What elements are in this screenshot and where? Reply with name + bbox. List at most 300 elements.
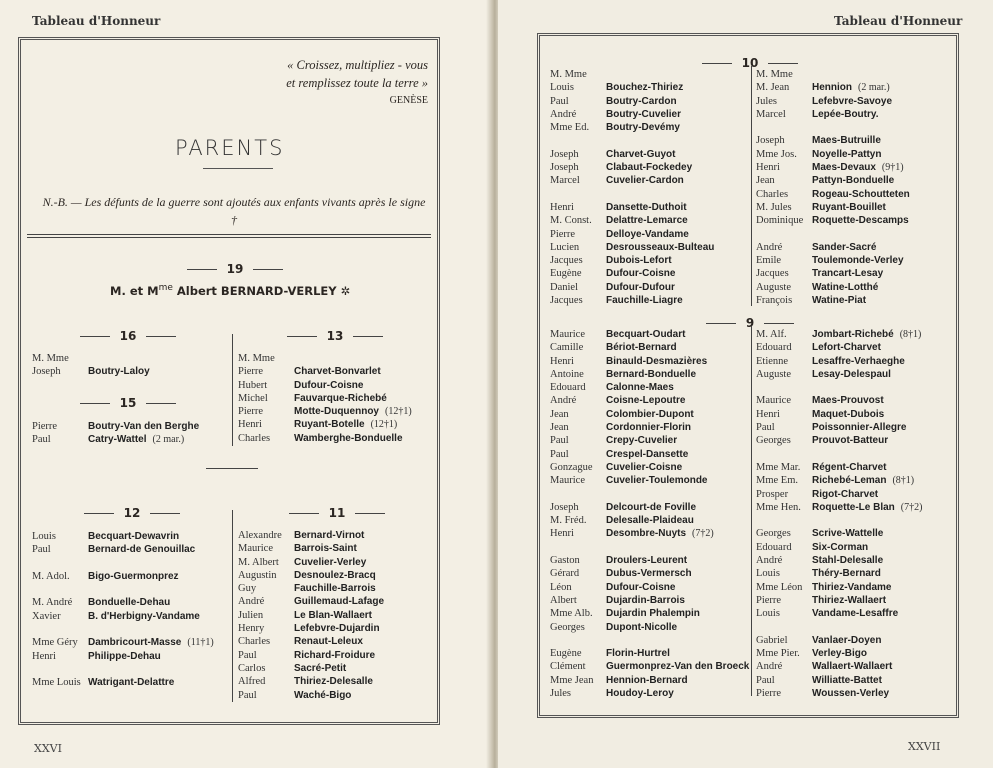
family-name: Fauchille-Barrois: [294, 583, 376, 595]
list-item: [238, 635, 390, 648]
list-item: [238, 622, 390, 635]
first-name: Paul: [550, 435, 569, 447]
first-name: François: [756, 295, 793, 307]
heading-9: 9: [685, 316, 815, 330]
first-name: Henry: [238, 623, 265, 635]
first-name: Paul: [32, 434, 51, 446]
list-10-right: [756, 68, 916, 307]
list-item: [756, 634, 922, 647]
list-item: [32, 530, 214, 543]
first-name: Julien: [238, 609, 264, 621]
family-name: Florin-Hurtrel: [606, 648, 670, 660]
family-name: Scrive-Wattelle: [812, 528, 884, 540]
family-name: Boutry-Van den Berghe: [88, 421, 200, 432]
list-13: [238, 352, 412, 445]
first-name: Mme Louis: [32, 677, 81, 689]
list-item: [550, 434, 755, 447]
list-item: [756, 434, 922, 447]
family-name: Jombart-Richebé: [812, 329, 894, 340]
list-item: [238, 529, 390, 542]
first-name: Pierre: [756, 688, 782, 700]
list-item: [550, 488, 755, 501]
list-item: [550, 267, 720, 280]
first-name: Jules: [756, 95, 777, 107]
first-name: Paul: [238, 689, 257, 701]
first-name: Joseph: [550, 501, 579, 513]
list-item: [756, 607, 922, 620]
list-item: [550, 607, 755, 620]
first-name: Paul: [756, 422, 775, 434]
list-item: [238, 556, 390, 569]
family-name: Thiriez-Vandame: [812, 581, 892, 593]
family-name: Dupont-Nicolle: [606, 621, 678, 633]
list-item: [238, 405, 412, 418]
family-name: Calonne-Maes: [606, 382, 674, 394]
heading-11: 11: [272, 506, 402, 520]
couple-sup: me: [158, 283, 173, 293]
first-name: [756, 228, 812, 241]
list-item: [550, 148, 720, 161]
list-item: [756, 267, 916, 280]
first-name: André: [756, 555, 783, 567]
first-name: Eugène: [550, 648, 582, 660]
list-16: [32, 352, 156, 379]
list-item: [756, 294, 916, 307]
first-name: [756, 121, 812, 134]
title-underline: [203, 168, 273, 169]
list-item: [756, 214, 916, 227]
list-item: [550, 68, 720, 81]
list-item: [238, 379, 412, 392]
list-item: [550, 594, 755, 607]
first-name: Paul: [32, 544, 51, 556]
family-name: Boutry-Cuvelier: [606, 108, 682, 120]
list-item: [238, 352, 412, 365]
first-name: M. Jean: [756, 82, 790, 94]
family-name: Maes-Prouvost: [812, 395, 884, 407]
list-item: [238, 662, 390, 675]
list-item: [238, 432, 412, 445]
family-name: Richebé-Leman: [812, 475, 887, 487]
family-name: Colombier-Dupont: [606, 408, 694, 420]
family-name: Desrousseaux-Bulteau: [606, 241, 715, 253]
family-name: B. d'Herbigny-Vandame: [88, 610, 200, 622]
first-name: Henri: [32, 650, 56, 662]
family-name: Maes-Butruille: [812, 135, 881, 147]
heading-16: 16: [63, 329, 193, 343]
list-item: [756, 527, 922, 540]
list-item: [756, 121, 916, 134]
column-divider: [751, 66, 752, 306]
first-name: Mme Em.: [756, 475, 798, 487]
list-item: [550, 660, 755, 673]
first-name: [756, 621, 812, 634]
list-item: [550, 95, 720, 108]
list-item: [550, 214, 720, 227]
list-item: [550, 554, 755, 567]
list-item: [550, 567, 755, 580]
first-name: Mme Ed.: [550, 122, 590, 134]
family-name: Delesalle-Plaideau: [606, 515, 694, 527]
family-name: Trancart-Lesay: [812, 268, 884, 280]
family-name: Bériot-Bernard: [606, 342, 677, 354]
list-item: [756, 567, 922, 580]
first-name: [32, 583, 88, 596]
first-name: Antoine: [550, 368, 584, 380]
first-name: André: [550, 395, 577, 407]
list-item: [756, 514, 922, 527]
first-name: Lucien: [550, 241, 580, 253]
first-name: Carlos: [238, 662, 266, 674]
list-item: [32, 610, 214, 623]
first-name: Eugène: [550, 268, 582, 280]
family-name: Watrigant-Delattre: [88, 677, 175, 689]
family-name: Rogeau-Schoutteten: [812, 188, 910, 200]
first-name: Alexandre: [238, 530, 282, 541]
first-name: Jean: [756, 175, 775, 187]
note: (11†1): [187, 637, 214, 649]
first-name: Maurice: [756, 395, 791, 407]
list-item: [756, 174, 916, 187]
first-name: Jules: [550, 688, 571, 700]
family-name: Philippe-Dehau: [88, 650, 161, 662]
list-item: [32, 583, 214, 596]
list-item: [756, 148, 916, 161]
first-name: Pierre: [550, 228, 576, 240]
family-name: Desnoulez-Bracq: [294, 569, 376, 581]
section-divider: [27, 234, 431, 238]
list-item: [756, 81, 916, 94]
family-name: Waché-Bigo: [294, 689, 352, 701]
first-name: Louis: [756, 568, 780, 580]
first-name: Michel: [238, 392, 268, 404]
list-item: [550, 501, 755, 514]
list-item: [550, 368, 755, 381]
first-name: Prosper: [756, 488, 789, 500]
family-name: Clabaut-Fockedey: [606, 162, 693, 174]
family-name: Delloye-Vandame: [606, 228, 689, 240]
list-item: [550, 394, 755, 407]
family-name: Roquette-Le Blan: [812, 501, 895, 513]
list-15: [32, 420, 205, 447]
epigraph-line-1: « Croissez, multipliez - vous: [287, 58, 428, 72]
list-item: [550, 201, 720, 214]
note: (12†1): [385, 406, 412, 418]
first-name: Mme Géry: [32, 637, 78, 649]
first-name: Louis: [32, 531, 56, 542]
list-item: [550, 461, 755, 474]
family-name: Delattre-Lemarce: [606, 215, 688, 227]
family-name: Lepée-Boutry.: [812, 108, 879, 120]
list-item: [550, 647, 755, 660]
note: (2 mar.): [858, 82, 890, 94]
first-name: Gonzague: [550, 461, 593, 473]
first-name: Augustin: [238, 569, 277, 581]
first-name: Edouard: [756, 342, 792, 354]
first-name: M. Const.: [550, 215, 592, 227]
list-item: [550, 108, 720, 121]
family-name: Delcourt-de Foville: [606, 501, 697, 513]
list-item: [550, 581, 755, 594]
first-name: Alfred: [238, 676, 266, 688]
family-name: Régent-Charvet: [812, 461, 887, 473]
list-item: [550, 355, 755, 368]
first-name: Paul: [550, 95, 569, 107]
first-name: [756, 448, 812, 461]
column-divider: [751, 326, 752, 696]
family-name: Watine-Lotthé: [812, 281, 879, 293]
list-item: [32, 650, 214, 663]
family-name: Verley-Bigo: [812, 648, 868, 660]
family-name: Dubus-Vermersch: [606, 568, 692, 580]
list-item: [32, 420, 205, 433]
first-name: Joseph: [756, 135, 785, 147]
family-name: Dufour-Coisne: [606, 581, 676, 593]
first-name: Gérard: [550, 568, 580, 580]
family-name: Charvet-Guyot: [606, 148, 676, 160]
family-name: Lefebvre-Dujardin: [294, 623, 380, 635]
family-name: Lefort-Charvet: [812, 342, 881, 354]
family-name: Barrois-Saint: [294, 543, 357, 555]
list-10-left: [550, 68, 720, 307]
list-item: [32, 636, 214, 649]
family-name: Binauld-Desmazières: [606, 355, 708, 367]
family-name: Bernard-de Genouillac: [88, 544, 196, 556]
family-name: Becquart-Oudart: [606, 329, 686, 340]
family-name: Rigot-Charvet: [812, 488, 879, 500]
first-name: M. Alf.: [756, 329, 787, 340]
family-name: Hennion: [812, 82, 852, 94]
first-name: Mme Jos.: [756, 148, 797, 160]
family-name: Stahl-Delesalle: [812, 555, 884, 567]
list-item: [756, 474, 922, 487]
first-name: Daniel: [550, 281, 578, 293]
family-name: Bernard-Virnot: [294, 530, 365, 541]
list-11: [238, 529, 390, 702]
family-name: Bouchez-Thiriez: [606, 82, 684, 94]
first-name: Mme Mar.: [756, 461, 801, 473]
family-name: Vanlaer-Doyen: [812, 634, 882, 646]
first-name: André: [238, 596, 265, 608]
first-name: Etienne: [756, 355, 789, 367]
epigraph-line-2: et remplissez toute la terre »: [286, 76, 428, 90]
first-name: Edouard: [550, 382, 586, 394]
couple-entry-19: [110, 283, 350, 298]
family-name: Boutry-Laloy: [88, 366, 150, 378]
list-item: [238, 675, 390, 688]
first-name: M. Albert: [238, 556, 279, 568]
first-name: Camille: [550, 342, 584, 354]
first-name: [32, 663, 88, 676]
list-item: [550, 328, 755, 341]
first-name: M. Mme: [756, 69, 793, 80]
list-item: [550, 174, 720, 187]
list-item: [32, 352, 156, 365]
first-name: Jacques: [756, 268, 789, 280]
list-item: [550, 634, 755, 647]
family-name: Ruyant-Botelle: [294, 419, 365, 431]
family-name: Wallaert-Wallaert: [812, 661, 893, 673]
list-item: [756, 341, 922, 354]
family-name: Guillemaud-Lafage: [294, 596, 385, 608]
left-folio: XXVI: [34, 742, 62, 755]
first-name: Paul: [550, 448, 569, 460]
list-item: [550, 121, 720, 134]
list-item: [756, 134, 916, 147]
family-name: Fauchille-Liagre: [606, 295, 683, 307]
first-name: [550, 634, 606, 647]
list-item: [550, 527, 755, 540]
list-item: [238, 609, 390, 622]
list-item: [756, 355, 922, 368]
family-name: Becquart-Dewavrin: [88, 531, 180, 542]
family-name: Pattyn-Bonduelle: [812, 175, 895, 187]
family-name: Guermonprez-Van den Broeck: [606, 661, 750, 673]
family-name: Fauvarque-Richebé: [294, 392, 387, 404]
first-name: Henri: [550, 201, 574, 213]
couple-mark: ✲: [340, 283, 351, 298]
first-name: [32, 623, 88, 636]
list-item: [756, 328, 922, 341]
first-name: Georges: [756, 528, 791, 540]
heading-13: 13: [270, 329, 400, 343]
family-name: Catry-Wattel: [88, 434, 147, 446]
list-item: [32, 570, 214, 583]
first-name: Georges: [756, 435, 791, 447]
list-item: [756, 448, 922, 461]
first-name: Auguste: [756, 368, 791, 380]
list-item: [32, 365, 156, 378]
family-name: Dufour-Dufour: [606, 281, 675, 293]
column-divider: [232, 334, 233, 446]
first-name: M. André: [32, 597, 73, 609]
list-item: [550, 341, 755, 354]
first-name: Henri: [238, 419, 262, 431]
list-item: [238, 582, 390, 595]
first-name: Joseph: [550, 162, 579, 174]
first-name: Jean: [550, 422, 569, 434]
first-name: [756, 381, 812, 394]
family-name: Noyelle-Pattyn: [812, 148, 882, 160]
first-name: Xavier: [32, 610, 61, 622]
family-name: Six-Corman: [812, 541, 869, 553]
list-item: [32, 557, 214, 570]
list-item: [756, 421, 922, 434]
family-name: Crepy-Cuvelier: [606, 435, 678, 447]
family-name: Boutry-Devémy: [606, 122, 680, 134]
family-name: Lefebvre-Savoye: [812, 95, 893, 107]
list-item: [550, 381, 755, 394]
first-name: M. Fréd.: [550, 515, 587, 527]
list-12: [32, 530, 214, 690]
first-name: Hubert: [238, 379, 268, 391]
list-item: [756, 188, 916, 201]
list-item: [238, 569, 390, 582]
list-item: [550, 674, 755, 687]
first-name: Henri: [550, 355, 574, 367]
family-name: Vandame-Lesaffre: [812, 608, 899, 620]
list-item: [756, 95, 916, 108]
family-name: Dufour-Coisne: [294, 379, 364, 391]
list-item: [238, 418, 412, 431]
family-name: Dambricourt-Masse: [88, 637, 182, 649]
list-item: [756, 674, 922, 687]
first-name: Edouard: [756, 541, 792, 553]
first-name: [550, 541, 606, 554]
family-name: Thiriez-Delesalle: [294, 676, 373, 688]
family-name: Cuvelier-Cardon: [606, 175, 684, 187]
first-name: Henri: [550, 528, 574, 540]
family-name: Charvet-Bonvarlet: [294, 366, 381, 378]
list-item: [756, 281, 916, 294]
first-name: Dominique: [756, 215, 804, 227]
list-item: [756, 461, 922, 474]
first-name: Henri: [756, 408, 780, 420]
list-item: [550, 621, 755, 634]
first-name: [756, 514, 812, 527]
list-item: [550, 294, 720, 307]
first-name: Marcel: [756, 108, 786, 120]
list-item: [756, 241, 916, 254]
first-name: Auguste: [756, 281, 791, 293]
list-item: [756, 161, 916, 174]
family-name: Ruyant-Bouillet: [812, 201, 886, 213]
list-item: [756, 594, 922, 607]
family-name: Crespel-Dansette: [606, 448, 689, 460]
list-item: [32, 433, 205, 446]
list-item: [32, 623, 214, 636]
first-name: Jacques: [550, 295, 583, 307]
first-name: Joseph: [550, 148, 579, 160]
family-name: Cuvelier-Toulemonde: [606, 475, 708, 487]
page-title: PARENTS: [175, 136, 285, 160]
first-name: Maurice: [550, 475, 585, 487]
first-name: Mme Hen.: [756, 501, 801, 513]
list-item: [756, 381, 922, 394]
first-name: Paul: [238, 649, 257, 661]
first-name: André: [756, 241, 783, 253]
list-item: [756, 394, 922, 407]
family-name: Lesay-Delespaul: [812, 368, 891, 380]
list-item: [756, 621, 922, 634]
heading-10: 10: [685, 56, 815, 70]
left-page: [0, 0, 490, 768]
family-name: Woussen-Verley: [812, 688, 890, 700]
first-name: [550, 488, 606, 501]
list-item: [550, 228, 720, 241]
first-name: Mme Pier.: [756, 648, 800, 660]
family-name: Wamberghe-Bonduelle: [294, 432, 403, 444]
family-name: Dansette-Duthoit: [606, 201, 687, 213]
first-name: Pierre: [32, 421, 58, 432]
family-name: Watine-Piat: [812, 295, 867, 307]
family-name: Sacré-Petit: [294, 662, 347, 674]
list-item: [756, 228, 916, 241]
first-name: Jacques: [550, 255, 583, 267]
family-name: Motte-Duquennoy: [294, 406, 379, 418]
note: (12†1): [370, 419, 398, 431]
heading-12: 12: [67, 506, 197, 520]
heading-15: 15: [63, 396, 193, 410]
family-name: Cuvelier-Verley: [294, 556, 367, 568]
list-item: [550, 254, 720, 267]
list-item: [550, 188, 720, 201]
right-folio: XXVII: [908, 740, 941, 753]
first-name: Mme Jean: [550, 674, 594, 686]
list-item: [238, 392, 412, 405]
first-name: M. Mme: [238, 353, 275, 364]
family-name: Maquet-Dubois: [812, 408, 885, 420]
